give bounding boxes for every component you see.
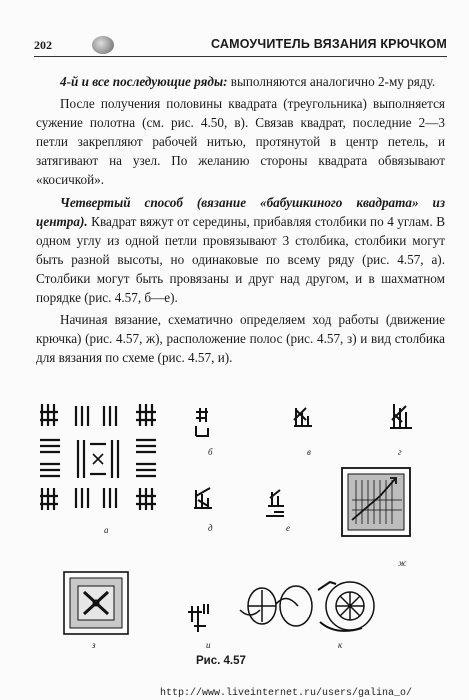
corner-block-top-right bbox=[136, 404, 156, 426]
diagram-g-stitch bbox=[390, 404, 412, 428]
label-k: к bbox=[338, 640, 343, 650]
paragraph-fourth-method: Четвертый способ (вязание «бабушкиного квадрата» из центра). Квадрат вяжут от середины, прибавляя столбики по 4 углам. В одном углу из одной петли провязывают 3 столбика, столбики могут быть разной высоты, но одинаковые по всему ряду (рис. 4.57, а). Столбики могут быть провязаны и друг над другом, и в шахматном порядке (рис. 4.57, б—е). bbox=[36, 194, 445, 306]
paragraph-rows: 4-й и все последующие ряды: выполняются аналогично 2-му ряду. bbox=[60, 74, 436, 89]
side-block-right bbox=[136, 440, 156, 476]
label-a: а bbox=[104, 525, 109, 535]
diagram-k-hook-illustration bbox=[240, 582, 374, 631]
side-block-top bbox=[76, 406, 116, 426]
label-i: и bbox=[206, 640, 211, 650]
paragraph-narrowing: После получения половины квадрата (треугольника) выполняется сужение полотна (см. рис. 4.50, в). Связав квадрат, последние 2—3 петли закрепляют рабочей нитью, протянутой в центр петель, и затягивают на узел. По желанию стороны квадрата обвязывают «косичкой». bbox=[36, 96, 445, 188]
corner-block-bottom-right bbox=[136, 488, 156, 510]
paragraph-scheme: Начиная вязание, схематично определяем ход работы (движение крючка) (рис. 4.57, ж), расположение полос (рис. 4.57, з) и вид столбика для вязания по схеме (рис. 4.57, и). bbox=[36, 312, 445, 366]
label-v: в bbox=[307, 447, 311, 457]
corner-block-top-left bbox=[40, 404, 58, 426]
label-b: б bbox=[208, 447, 213, 457]
source-url: http://www.liveinternet.ru/users/galina_o/ bbox=[160, 688, 413, 699]
diagram-v-stitch bbox=[294, 408, 312, 426]
running-title: САМОУЧИТЕЛЬ ВЯЗАНИЯ КРЮЧКОМ bbox=[211, 37, 447, 51]
label-e: е bbox=[286, 523, 290, 533]
side-block-bottom bbox=[76, 488, 116, 508]
label-d: д bbox=[208, 523, 213, 533]
center-block bbox=[78, 440, 118, 478]
diagram-b-stitch bbox=[196, 408, 208, 436]
side-block-left bbox=[40, 440, 60, 476]
figure-caption: Рис. 4.57 bbox=[196, 655, 246, 667]
corner-block-bottom-left bbox=[40, 488, 58, 510]
diagram-zh-hook-path bbox=[342, 468, 410, 536]
label-z: з bbox=[92, 640, 96, 650]
diagram-d-stitch bbox=[194, 488, 212, 508]
diagram-a-granny-square bbox=[40, 404, 156, 510]
diagram-z-stripes bbox=[64, 572, 128, 634]
label-zh: ж bbox=[398, 558, 407, 568]
diagram-i-stitch bbox=[188, 604, 208, 632]
label-g: г bbox=[398, 447, 402, 457]
page-number: 202 bbox=[34, 38, 52, 52]
diagram-e-stitch bbox=[266, 490, 284, 516]
